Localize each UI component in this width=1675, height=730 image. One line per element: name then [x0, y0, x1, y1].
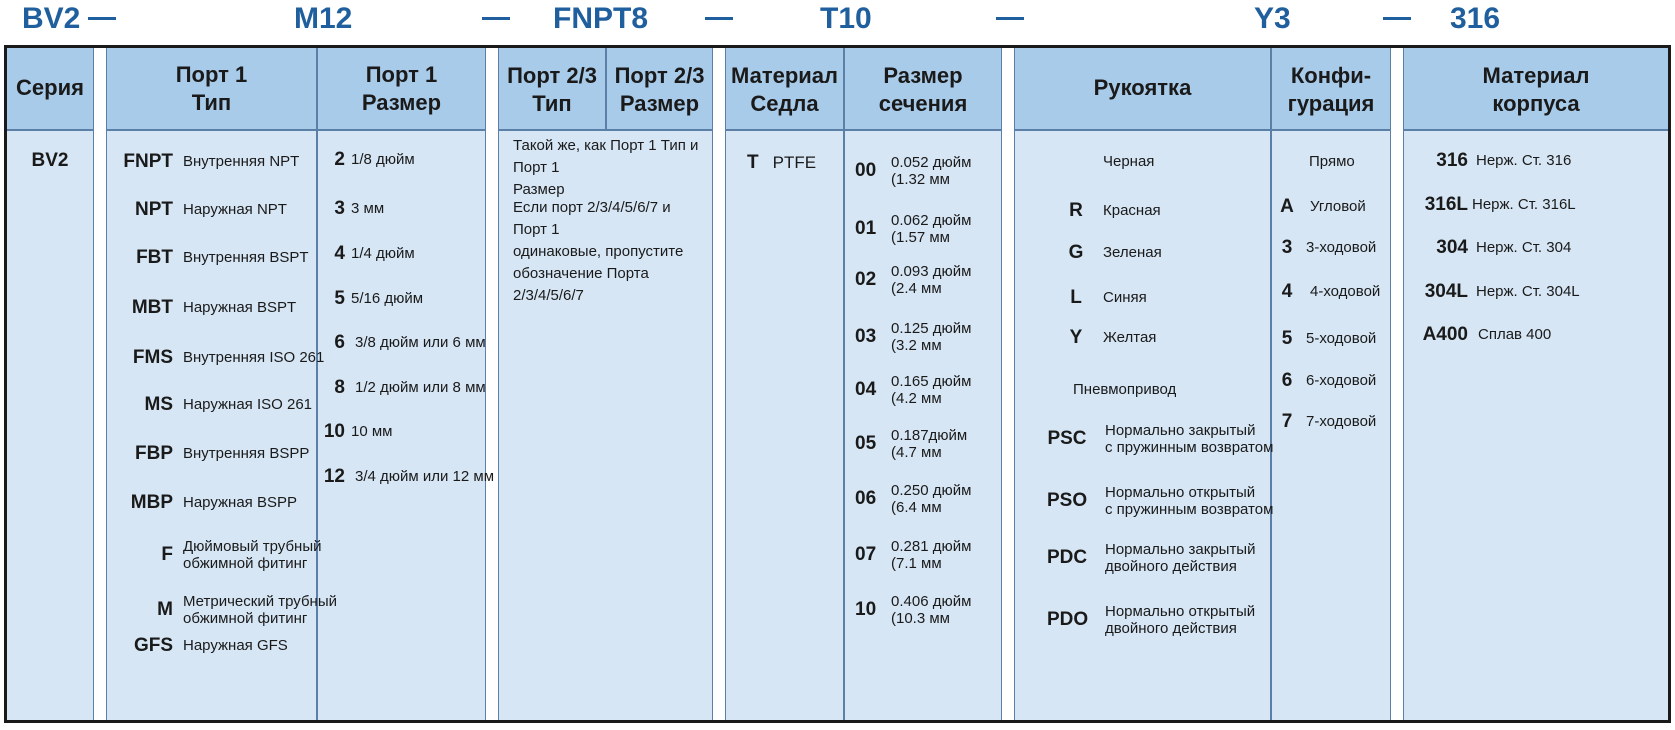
item-code: M — [157, 599, 173, 620]
code-dash — [996, 17, 1024, 20]
list-item — [319, 147, 415, 173]
header-body-material: Материал корпуса — [1482, 63, 1590, 116]
item-desc: Нерж. Ст. 304L — [1476, 283, 1580, 300]
item-code: NPT — [135, 199, 173, 220]
header-config: Конфи- гурация — [1287, 63, 1375, 116]
item-code: 3 — [334, 198, 345, 219]
list-item — [1412, 235, 1571, 261]
header-handle: Рукоятка — [1093, 75, 1192, 100]
list-item — [111, 245, 309, 271]
item-desc: 1/4 дюйм — [351, 245, 415, 262]
item-code: T — [747, 152, 759, 173]
list-item — [111, 633, 288, 659]
item-code: R — [1069, 200, 1083, 221]
item-code: MBT — [131, 297, 173, 318]
list-item — [1047, 481, 1273, 521]
item-code: F — [161, 544, 173, 565]
item-desc: Дюймовый трубный обжимной фитинг — [183, 538, 322, 572]
list-item — [1278, 326, 1376, 352]
item-code: FBP — [135, 443, 173, 464]
code-dash — [88, 17, 116, 20]
code-seat: T10 — [820, 2, 872, 35]
list-item — [111, 149, 299, 175]
item-desc: Сплав 400 — [1478, 326, 1552, 343]
config-straight — [1309, 150, 1355, 174]
item-code: 316 — [1436, 150, 1468, 171]
port23-note-same: Такой же, как Порт 1 Тип и Порт 1 Размер — [513, 137, 699, 198]
code-body: 316 — [1450, 2, 1501, 35]
code-dash — [705, 17, 733, 20]
item-desc: Внутренняя NPT — [183, 153, 300, 170]
list-item — [111, 197, 287, 223]
list-item — [111, 441, 309, 467]
series-code: BV2 — [31, 150, 69, 171]
item-desc: 0.406 дюйм (10.3 мм — [891, 593, 972, 627]
list-item — [319, 196, 384, 222]
item-code: 01 — [855, 218, 877, 239]
item-desc: Красная — [1103, 202, 1161, 219]
item-desc: Пневмопривод — [1073, 381, 1177, 398]
item-desc: Наружная BSPT — [183, 299, 297, 316]
item-code: 05 — [855, 433, 877, 454]
item-code: 8 — [334, 377, 345, 398]
list-item — [1278, 279, 1380, 305]
column-gap — [485, 48, 499, 720]
item-desc: 10 мм — [351, 423, 393, 440]
code-port1: M12 — [294, 2, 353, 35]
item-desc: Угловой — [1310, 198, 1366, 215]
item-code: 4 — [1281, 281, 1293, 302]
list-item — [855, 317, 971, 357]
list-item — [1067, 240, 1162, 266]
list-item — [1278, 409, 1376, 435]
list-item — [111, 392, 312, 418]
header-port23-type: Порт 2/3 Тип — [507, 63, 597, 116]
seat-material-item — [747, 150, 816, 176]
item-desc: Наружная BSPP — [183, 494, 297, 511]
item-desc: Синяя — [1103, 289, 1147, 306]
list-item — [319, 330, 486, 356]
item-desc: 3 мм — [351, 200, 385, 217]
item-desc: 0.093 дюйм (2.4 мм — [891, 263, 972, 297]
list-item — [319, 419, 392, 445]
code-port23: FNPT8 — [553, 2, 649, 35]
item-code: 03 — [855, 326, 877, 347]
column-divider — [1270, 48, 1272, 720]
list-item — [1278, 235, 1376, 261]
list-item — [111, 345, 324, 371]
item-code: L — [1070, 287, 1082, 308]
col-series — [7, 48, 93, 720]
item-code: PSO — [1047, 490, 1088, 511]
item-code: 12 — [323, 466, 345, 487]
header-section-size: Размер сечения — [878, 63, 968, 116]
item-desc: 1/2 дюйм или 8 мм — [355, 379, 486, 396]
item-code: 02 — [855, 269, 877, 290]
item-code: FMS — [132, 347, 173, 368]
list-item — [111, 490, 297, 516]
column-gap — [1390, 48, 1404, 720]
list-item — [855, 209, 971, 249]
list-item — [319, 375, 486, 401]
item-desc: Нерж. Ст. 316 — [1476, 152, 1572, 169]
item-desc: 0.125 дюйм (3.2 мм — [891, 320, 972, 354]
item-code: FBT — [136, 247, 173, 268]
header-series: Серия — [16, 75, 84, 100]
list-item — [855, 260, 971, 300]
header-port1-type: Порт 1 Тип — [175, 62, 248, 115]
item-code: A — [1280, 196, 1294, 217]
item-desc: 0.052 дюйм (1.32 мм — [891, 154, 972, 188]
list-item — [1278, 368, 1376, 394]
list-item — [1412, 279, 1580, 305]
item-code: 5 — [1281, 328, 1293, 349]
item-code: 00 — [855, 160, 877, 181]
item-code: GFS — [133, 635, 173, 656]
list-item — [855, 424, 967, 464]
item-code: 06 — [855, 488, 877, 509]
item-code: Y — [1069, 327, 1083, 348]
item-desc: 0.165 дюйм (4.2 мм — [891, 373, 972, 407]
list-item — [1047, 538, 1255, 578]
item-desc: 5/16 дюйм — [351, 290, 424, 307]
item-desc: Зеленая — [1103, 244, 1162, 261]
item-code: PDO — [1047, 609, 1089, 630]
list-item — [1067, 198, 1161, 224]
item-desc: 3-ходовой — [1306, 239, 1377, 256]
item-desc: Наружная GFS — [183, 637, 288, 654]
item-desc: 0.062 дюйм (1.57 мм — [891, 212, 972, 246]
pneumatic-label — [1073, 378, 1176, 402]
list-item — [855, 479, 971, 519]
item-code: 07 — [855, 544, 877, 565]
item-desc: 3/8 дюйм или 6 мм — [355, 334, 486, 351]
list-item — [855, 535, 971, 575]
item-code: 6 — [1281, 370, 1293, 391]
item-code: PDC — [1047, 547, 1088, 568]
item-code: 7 — [1281, 411, 1293, 432]
column-gap — [1001, 48, 1015, 720]
item-desc: 0.187дюйм (4.7 мм — [891, 427, 968, 461]
item-desc: Метрический трубный обжимной фитинг — [183, 593, 337, 627]
column-gap — [712, 48, 726, 720]
item-desc: 5-ходовой — [1306, 330, 1377, 347]
item-code: PSC — [1047, 428, 1087, 449]
list-item — [855, 370, 971, 410]
list-item — [111, 535, 322, 575]
item-code: FNPT — [123, 151, 173, 172]
code-series: BV2 — [22, 2, 81, 35]
item-code: A400 — [1422, 324, 1468, 345]
list-item — [1412, 192, 1576, 218]
list-item — [319, 286, 423, 312]
item-desc: Внутренняя ISO 261 — [183, 349, 325, 366]
list-item — [319, 464, 494, 490]
column-gap — [93, 48, 107, 720]
item-desc: 1/8 дюйм — [351, 151, 415, 168]
ordering-table — [4, 45, 1671, 723]
item-desc: Наружная ISO 261 — [183, 396, 313, 413]
item-code: 4 — [334, 243, 345, 264]
list-item — [1412, 322, 1551, 348]
list-item — [1047, 600, 1255, 640]
item-desc: Внутренняя BSPT — [183, 249, 309, 266]
item-desc: PTFE — [772, 153, 817, 172]
item-desc: Нерж. Ст. 304 — [1476, 239, 1572, 256]
item-desc: Нерж. Ст. 316L — [1472, 196, 1576, 213]
item-desc: Наружная NPT — [183, 201, 287, 218]
series-value — [7, 150, 93, 172]
item-desc: 7-ходовой — [1306, 413, 1377, 430]
port23-note-skip: Если порт 2/3/4/5/6/7 и Порт 1 одинаковые, пропустите обозначение Порта 2/3/4/5/6/7 — [513, 199, 684, 304]
list-item — [319, 241, 415, 267]
list-item — [111, 590, 337, 630]
item-code: 04 — [855, 379, 877, 400]
item-desc: 0.250 дюйм (6.4 мм — [891, 482, 972, 516]
list-item — [855, 590, 971, 630]
item-desc: 3/4 дюйм или 12 мм — [355, 468, 495, 485]
code-handle: Y3 — [1254, 2, 1291, 35]
item-desc: Нормально закрытый с пружинным возвратом — [1105, 422, 1274, 456]
header-port23-size: Порт 2/3 Размер — [614, 63, 705, 116]
item-code: 10 — [323, 421, 345, 442]
item-desc: Нормально открытый двойного действия — [1105, 603, 1256, 637]
item-code: 10 — [855, 599, 877, 620]
code-dash — [482, 17, 510, 20]
list-item — [1278, 194, 1366, 220]
header-seat-material: Материал Седла — [730, 63, 838, 116]
item-code: 304 — [1436, 237, 1468, 258]
item-desc: 6-ходовой — [1306, 372, 1377, 389]
item-code: 304L — [1424, 281, 1468, 302]
list-item — [1047, 419, 1273, 459]
item-code: G — [1068, 242, 1084, 263]
handle-black — [1103, 150, 1154, 174]
item-code: 5 — [334, 288, 345, 309]
header-port1-size: Порт 1 Размер — [361, 62, 442, 115]
item-desc: Нормально открытый с пружинным возвратом — [1105, 484, 1274, 518]
item-desc: Прямо — [1309, 153, 1355, 170]
column-divider — [843, 48, 845, 720]
list-item — [111, 295, 296, 321]
item-code: 6 — [334, 332, 345, 353]
item-desc: Нормально закрытый двойного действия — [1105, 541, 1256, 575]
item-code: MBP — [130, 492, 173, 513]
list-item — [1412, 148, 1571, 174]
item-desc: Желтая — [1103, 329, 1157, 346]
item-code: 316L — [1424, 194, 1468, 215]
item-desc: 0.281 дюйм (7.1 мм — [891, 538, 972, 572]
list-item — [855, 151, 971, 191]
list-item — [1067, 325, 1156, 351]
item-code: 3 — [1281, 237, 1293, 258]
item-code: 2 — [334, 149, 345, 170]
item-desc: Внутренняя BSPP — [183, 445, 310, 462]
list-item — [1067, 285, 1147, 311]
item-desc: 4-ходовой — [1310, 283, 1381, 300]
item-desc: Черная — [1103, 153, 1155, 170]
item-code: MS — [144, 394, 173, 415]
code-dash — [1383, 17, 1411, 20]
